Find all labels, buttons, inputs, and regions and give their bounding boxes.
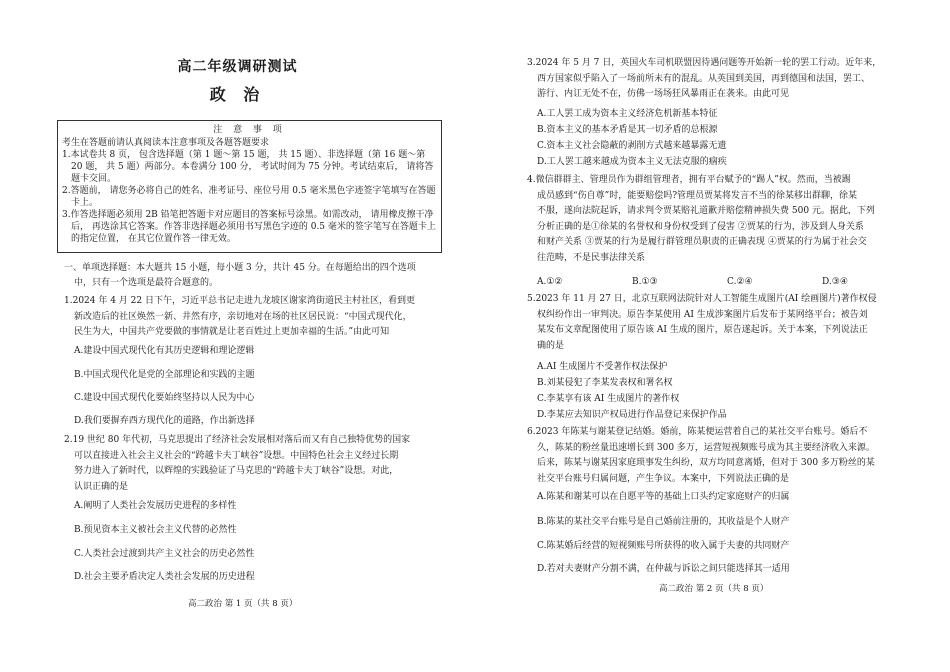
right-page: [475, 0, 950, 672]
question-line: 6.2023 年陈某与谢某登记结婚。婚前，陈某便运营着自己的某社交平台账号。婚后不: [527, 427, 868, 437]
question-line: 4.微信群群主、管理员作为群组管理者，拥有平台赋予的“踢人”权。然而，当被踢: [527, 175, 851, 185]
notice-item: 1.本试卷共 8 页， 包含选择题（第 1 题～第 15 题， 共 15 题）、非选择题（第 16 题～第 20 题， 共 5 题）两部分。本卷满分 100 分， 考试时间为 75 分钟。考试结束后， 请将答题卡交回。: [62, 150, 434, 184]
notice-item: 2.答题前， 请您务必将自己的姓名、准考证号、座位号用 0.5 毫米黑色字迹签字笔填写在答题卡上。: [62, 186, 436, 208]
option: D.若对夫妻财产分割不满，在仲裁与诉讼之间只能选择其一适用: [537, 564, 790, 574]
question-line: 分析正确的是①徐某的名誉权和身份权受到了侵害 ②贾某的行为，涉及到人身关系: [537, 221, 864, 232]
question-line: 民生为大，中国共产党要做的事情就是让老百姓过上更加幸福的生活。”由此可知: [74, 327, 390, 337]
question-4: [527, 173, 875, 266]
question-1: [64, 294, 415, 341]
option: C.陈某婚后经营的短视频账号所获得的收入属于夫妻的共同财产: [537, 541, 790, 551]
question-line: 成员感到“伤自尊”时，能要赔偿吗?管理员贾某将发言不当的徐某移出群聊，徐某: [537, 190, 858, 201]
option: D.工人罢工越来越成为资本主义无法克服的痼疾: [537, 157, 727, 167]
question-2: [64, 433, 410, 495]
question-line: 5.2023 年 11 月 27 日，北京互联网法院针对人工智能生成图片(AI 绘画图片)著作权侵: [527, 294, 877, 304]
question-3: [527, 56, 881, 103]
question-line: 确的是: [537, 340, 565, 351]
notice-box: [57, 120, 442, 253]
option: C.资本主义社会隐蔽的剥削方式越来越暴露无遗: [537, 141, 727, 151]
question-line: 不服，遂向法院起诉，请求判令贾某赔礼道歉并赔偿精神损失费 500 元。据此，下列: [537, 206, 875, 216]
option: A.①②: [537, 277, 563, 287]
option: B.①③: [632, 277, 658, 287]
question-line: 努力进入了新时代，以辉煌的实践验证了马克思的“跨越卡夫丁峡谷”设想。对此，: [74, 466, 399, 476]
option: D.我们要摒弃西方现代化的道路，作出新选择: [74, 416, 255, 426]
question-line: 权纠纷作出一审判决。原告李某使用 AI 生成涉案图片后发布于某网络平台；被告刘: [537, 309, 868, 320]
option: C.②④: [727, 277, 753, 287]
question-line: 认识正确的是: [74, 481, 129, 492]
exam-title: 高二年级调研测试: [177, 59, 298, 75]
question-line: 久，陈某的粉丝量迅速增长到 300 多万，运营短视频账号成为其主要经济收入来源。: [537, 442, 875, 453]
question-line: 往范畴，不是民事法律关系: [537, 252, 646, 263]
section-heading-line: 一、单项选择题：本大题共 15 小题，每小题 3 分，共计 45 分。在每题给出的四个选项: [64, 263, 416, 273]
option: B.陈某的某社交平台账号是自己婚前注册的，其收益是个人财产: [537, 517, 790, 527]
notice-item: 3.作答选择题必须用 2B 铅笔把答题卡对应题目的答案标号涂黑。如需改动， 请用橡皮擦干净后， 再选涂其它答案。作答非选择题必须用书写黑色字迹的 0.5 毫米的签字笔写在答题卡上的指定位置， 在其它位置作答一律无效。: [62, 210, 436, 244]
page-footer: 高二政治 第 1 页（共 8 页）: [188, 599, 298, 609]
question-5: [527, 292, 877, 354]
question-line: 3.2024 年 5 月 7 日，英国火车司机联盟因待遇问题等开始新一轮的罢工行动。近年来，: [527, 58, 882, 68]
question-line: 新改造后的社区焕然一新、井然有序，亲切地对在场的社区居民说：“中国式现代化，: [74, 311, 412, 322]
section-heading-line: 中，只有一个选项是最符合题意的。: [74, 278, 219, 288]
question-line: 可以直接进入社会主义社会的“跨越卡夫丁峡谷”设想。中国特色社会主义经过长期: [74, 450, 399, 461]
subject-title: 政 治: [209, 85, 266, 104]
option-row: [537, 276, 917, 288]
question-line: 和财产关系 ③贾某的行为是履行群管理员职责的正确表现 ④贾某的行为属于社会交: [537, 237, 867, 247]
option: A.工人罢工成为资本主义经济危机新基本特征: [537, 109, 718, 119]
option: D.社会主要矛盾决定人类社会发展的历史进程: [74, 572, 255, 582]
option: C.建设中国式现代化要始终坚持以人民为中心: [74, 393, 255, 403]
page-footer: 高二政治 第 2 页（共 8 页）: [659, 584, 769, 594]
option: D.李某应去知识产权局进行作品登记来保护作品: [537, 410, 727, 420]
question-line: 西方国家似乎陷入了一场前所未有的混乱。从英国到美国，再到德国和法国，罢工、: [537, 73, 871, 84]
option: A.陈某和谢某可以在自愿平等的基础上口头约定家庭财产的归属: [537, 492, 790, 502]
question-line: 社交平台账号归属问题，产生争议。本案中，下列说法正确的是: [537, 473, 790, 484]
question-line: 游行、内讧无处不在，仿佛一场场狂风暴雨正在袭来。由此可见: [537, 89, 790, 99]
option: B.刘某侵犯了李某发表权和署名权: [537, 378, 673, 388]
option: A.AI 生成图片不受著作权法保护: [537, 362, 668, 372]
option: C.人类社会过渡到共产主义社会的历史必然性: [74, 549, 255, 559]
option: C.李某享有该 AI 生成图片的著作权: [537, 394, 680, 404]
notice-heading: 注 意 事 项: [213, 125, 286, 135]
option: D.③④: [822, 277, 848, 287]
notice-intro: 考生在答题前请认真阅读本注意事项及各题答题要求: [62, 138, 270, 148]
question-line: 后来，陈某与谢某因家庭琐事发生纠纷，双方均同意离婚，但对于 300 多万粉丝的某: [537, 458, 875, 468]
question-line: 2.19 世纪 80 年代初，马克思提出了经济社会发展相对落后而又有自己独特优势的国家: [64, 435, 411, 445]
option: B.资本主义的基本矛盾是其一切矛盾的总根源: [537, 125, 718, 135]
option: B.中国式现代化是党的全部理论和实践的主题: [74, 370, 255, 380]
option: B.预见资本主义被社会主义代替的必然性: [74, 525, 237, 535]
question-line: 1.2024 年 4 月 22 日下午，习近平总书记走进九龙坡区谢家湾街道民主村社区，看到更: [64, 296, 415, 306]
option: A.建设中国式现代化有其历史逻辑和理论逻辑: [74, 346, 255, 356]
option: A.阐明了人类社会发展历史进程的多样性: [74, 501, 237, 511]
question-6: [527, 425, 875, 487]
question-line: 某发布文章配图使用了原告该 AI 生成的图片，原告遂起诉。关于本案，下列说法正: [537, 325, 868, 335]
